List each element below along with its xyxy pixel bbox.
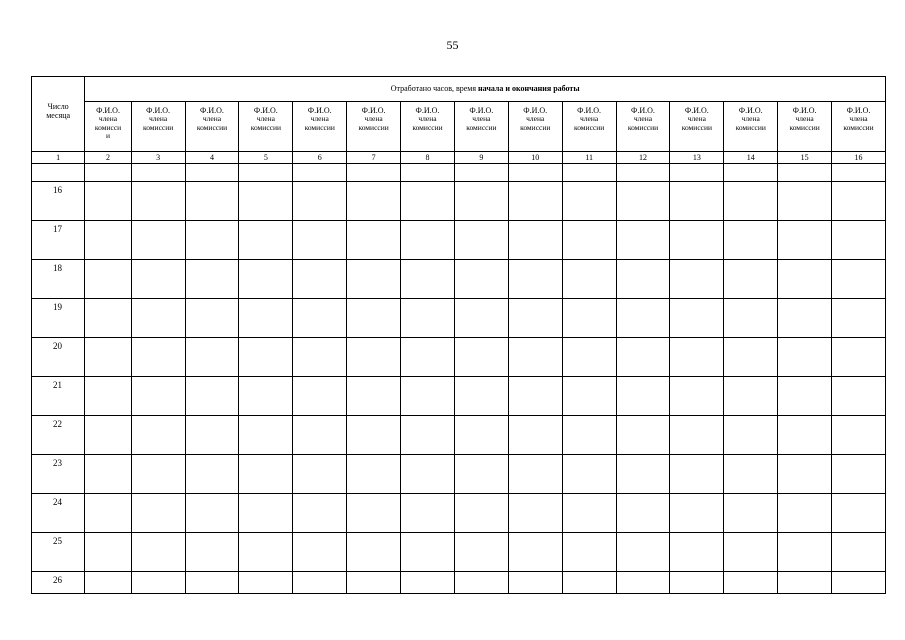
table-row bbox=[32, 377, 886, 416]
hours-cell[interactable] bbox=[131, 182, 185, 221]
hours-cell[interactable] bbox=[293, 182, 347, 221]
hours-cell[interactable] bbox=[454, 182, 508, 221]
member-header-line: Ф.И.О. bbox=[361, 106, 386, 115]
hours-cell[interactable] bbox=[508, 299, 562, 338]
member-header-line: члена bbox=[149, 114, 168, 124]
member-column-header bbox=[832, 102, 886, 152]
day-number: 23 bbox=[32, 455, 85, 494]
member-column-header bbox=[239, 102, 293, 152]
member-column-header bbox=[454, 102, 508, 152]
hours-cell[interactable] bbox=[185, 221, 239, 260]
hours-cell[interactable] bbox=[562, 533, 616, 572]
hours-cell[interactable] bbox=[670, 494, 724, 533]
member-header-line: комиссии bbox=[358, 122, 389, 132]
member-column-header bbox=[562, 102, 616, 152]
empty-cell[interactable] bbox=[724, 164, 778, 182]
hours-cell[interactable] bbox=[562, 416, 616, 455]
hours-cell[interactable] bbox=[347, 416, 401, 455]
table-row bbox=[32, 533, 886, 572]
hours-cell[interactable] bbox=[85, 572, 131, 594]
hours-cell[interactable] bbox=[185, 533, 239, 572]
hours-cell[interactable] bbox=[293, 299, 347, 338]
empty-cell[interactable] bbox=[778, 164, 832, 182]
hours-cell[interactable] bbox=[239, 416, 293, 455]
empty-cell[interactable] bbox=[239, 164, 293, 182]
member-header-line: комиссии bbox=[520, 122, 551, 132]
hours-cell[interactable] bbox=[185, 494, 239, 533]
hours-cell[interactable] bbox=[131, 377, 185, 416]
column-number: 11 bbox=[562, 152, 616, 164]
member-header-line: члена bbox=[633, 114, 653, 124]
empty-cell[interactable] bbox=[185, 164, 239, 182]
member-header-line: комиссии bbox=[304, 122, 335, 132]
empty-cell[interactable] bbox=[562, 164, 616, 182]
hours-cell[interactable] bbox=[562, 260, 616, 299]
day-number: 16 bbox=[32, 182, 85, 221]
member-header-line: члена bbox=[849, 114, 868, 124]
hours-cell[interactable] bbox=[832, 533, 886, 572]
member-column-header bbox=[778, 102, 832, 152]
hours-cell[interactable] bbox=[85, 377, 131, 416]
hours-cell[interactable] bbox=[616, 221, 670, 260]
hours-cell[interactable] bbox=[832, 572, 886, 594]
hours-cell[interactable] bbox=[616, 494, 670, 533]
hours-cell[interactable] bbox=[401, 416, 455, 455]
hours-cell[interactable] bbox=[724, 182, 778, 221]
hours-cell[interactable] bbox=[454, 377, 508, 416]
table-row bbox=[32, 260, 886, 299]
member-header-line: члена bbox=[687, 114, 706, 124]
hours-cell[interactable] bbox=[778, 533, 832, 572]
hours-cell[interactable] bbox=[293, 377, 347, 416]
empty-cell[interactable] bbox=[832, 164, 886, 182]
column-number: 12 bbox=[616, 152, 670, 164]
hours-cell[interactable] bbox=[401, 572, 455, 594]
member-header-line: Ф.И.О. bbox=[631, 106, 655, 115]
hours-cell[interactable] bbox=[832, 455, 886, 494]
member-header-line: Ф.И.О. bbox=[415, 106, 440, 115]
member-header-line: члена bbox=[202, 114, 222, 124]
hours-cell[interactable] bbox=[508, 221, 562, 260]
hours-cell[interactable] bbox=[724, 338, 778, 377]
page-number: 55 bbox=[446, 38, 459, 52]
hours-cell[interactable] bbox=[85, 494, 131, 533]
hours-cell[interactable] bbox=[562, 221, 616, 260]
hours-cell[interactable] bbox=[185, 377, 239, 416]
hours-cell[interactable] bbox=[562, 338, 616, 377]
hours-cell[interactable] bbox=[239, 221, 293, 260]
hours-header-text: Отработано часов, время bbox=[390, 84, 479, 94]
column-number: 6 bbox=[293, 152, 347, 164]
hours-cell[interactable] bbox=[508, 533, 562, 572]
hours-cell[interactable] bbox=[347, 455, 401, 494]
empty-cell[interactable] bbox=[508, 164, 562, 182]
member-header-line: Ф.И.О. bbox=[738, 106, 763, 115]
hours-cell[interactable] bbox=[562, 299, 616, 338]
hours-cell[interactable] bbox=[131, 533, 185, 572]
table-row bbox=[32, 338, 886, 377]
day-number: 17 bbox=[32, 221, 85, 260]
hours-cell[interactable] bbox=[347, 533, 401, 572]
hours-cell[interactable] bbox=[131, 572, 185, 594]
hours-cell[interactable] bbox=[347, 182, 401, 221]
member-header-line: члена bbox=[418, 114, 437, 124]
table-row bbox=[32, 455, 886, 494]
hours-cell[interactable] bbox=[508, 260, 562, 299]
hours-cell[interactable] bbox=[670, 377, 724, 416]
day-number: 18 bbox=[32, 260, 85, 299]
hours-cell[interactable] bbox=[778, 494, 832, 533]
hours-cell[interactable] bbox=[778, 455, 832, 494]
hours-cell[interactable] bbox=[454, 260, 508, 299]
hours-cell[interactable] bbox=[85, 338, 131, 377]
member-header-line: члена bbox=[526, 114, 545, 124]
hours-cell[interactable] bbox=[454, 494, 508, 533]
hours-cell[interactable] bbox=[616, 377, 670, 416]
hours-cell[interactable] bbox=[778, 338, 832, 377]
hours-cell[interactable] bbox=[293, 260, 347, 299]
hours-cell[interactable] bbox=[85, 182, 131, 221]
hours-cell[interactable] bbox=[185, 572, 239, 594]
day-number: 20 bbox=[32, 338, 85, 377]
hours-cell[interactable] bbox=[832, 377, 886, 416]
member-header-line: Ф.И.О. bbox=[200, 106, 224, 115]
member-column-header bbox=[401, 102, 455, 152]
member-header-line: комисси bbox=[94, 122, 122, 132]
member-header-line: Ф.И.О. bbox=[146, 106, 171, 115]
member-header-line: комиссии bbox=[627, 122, 659, 132]
member-column-header bbox=[724, 102, 778, 152]
member-header-line: комиссии bbox=[735, 122, 766, 132]
hours-cell[interactable] bbox=[724, 221, 778, 260]
hours-cell[interactable] bbox=[185, 416, 239, 455]
member-header-line: Ф.И.О. bbox=[307, 106, 332, 115]
hours-cell[interactable] bbox=[616, 416, 670, 455]
hours-cell[interactable] bbox=[131, 455, 185, 494]
hours-cell[interactable] bbox=[832, 260, 886, 299]
hours-cell[interactable] bbox=[185, 338, 239, 377]
hours-cell[interactable] bbox=[724, 572, 778, 594]
hours-cell[interactable] bbox=[832, 416, 886, 455]
hours-cell[interactable] bbox=[85, 260, 131, 299]
hours-cell[interactable] bbox=[778, 260, 832, 299]
hours-cell[interactable] bbox=[724, 494, 778, 533]
column-number: 5 bbox=[239, 152, 293, 164]
hours-cell[interactable] bbox=[454, 455, 508, 494]
empty-cell[interactable] bbox=[85, 164, 131, 182]
column-number: 9 bbox=[454, 152, 508, 164]
hours-cell[interactable] bbox=[293, 455, 347, 494]
member-header-line: комиссии bbox=[412, 122, 443, 132]
empty-cell[interactable] bbox=[347, 164, 401, 182]
day-number: 21 bbox=[32, 377, 85, 416]
hours-cell[interactable] bbox=[670, 533, 724, 572]
hours-cell[interactable] bbox=[454, 572, 508, 594]
hours-cell[interactable] bbox=[347, 299, 401, 338]
column-number: 13 bbox=[670, 152, 724, 164]
attendance-table bbox=[31, 76, 886, 594]
hours-cell[interactable] bbox=[832, 182, 886, 221]
member-header-line: члена bbox=[364, 114, 383, 124]
day-number: 26 bbox=[32, 572, 85, 594]
hours-cell[interactable] bbox=[239, 377, 293, 416]
member-header-line: Ф.И.О. bbox=[523, 106, 548, 115]
hours-cell[interactable] bbox=[185, 182, 239, 221]
column-number: 8 bbox=[401, 152, 455, 164]
day-number: 19 bbox=[32, 299, 85, 338]
hours-cell[interactable] bbox=[616, 338, 670, 377]
member-header-line: комиссии bbox=[196, 122, 228, 132]
hours-cell[interactable] bbox=[562, 455, 616, 494]
member-header-line: Ф.И.О. bbox=[792, 106, 817, 115]
column-number: 16 bbox=[832, 152, 886, 164]
table-row bbox=[32, 221, 886, 260]
day-number: 24 bbox=[32, 494, 85, 533]
hours-cell[interactable] bbox=[239, 182, 293, 221]
table-row bbox=[32, 182, 886, 221]
hours-cell[interactable] bbox=[778, 416, 832, 455]
hours-worked-header bbox=[85, 77, 886, 102]
member-header-line: члена bbox=[741, 114, 760, 124]
member-header-line: Ф.И.О. bbox=[684, 106, 709, 115]
hours-cell[interactable] bbox=[832, 299, 886, 338]
member-header-line: члена bbox=[310, 114, 329, 124]
hours-cell[interactable] bbox=[724, 416, 778, 455]
member-header-line: комиссии bbox=[466, 122, 497, 132]
hours-cell[interactable] bbox=[616, 572, 670, 594]
member-header-line: комиссии bbox=[681, 122, 713, 132]
hours-cell[interactable] bbox=[454, 533, 508, 572]
hours-cell[interactable] bbox=[293, 533, 347, 572]
column-number: 15 bbox=[778, 152, 832, 164]
day-header-line-2: месяца bbox=[46, 111, 71, 121]
empty-cell[interactable] bbox=[293, 164, 347, 182]
hours-cell[interactable] bbox=[293, 338, 347, 377]
table-row bbox=[32, 494, 886, 533]
hours-cell[interactable] bbox=[562, 377, 616, 416]
member-column-header bbox=[131, 102, 185, 152]
member-column-header bbox=[293, 102, 347, 152]
hours-cell[interactable] bbox=[454, 338, 508, 377]
hours-cell[interactable] bbox=[562, 494, 616, 533]
hours-cell[interactable] bbox=[616, 260, 670, 299]
day-number: 25 bbox=[32, 533, 85, 572]
hours-cell[interactable] bbox=[85, 416, 131, 455]
hours-cell[interactable] bbox=[670, 182, 724, 221]
column-number: 10 bbox=[508, 152, 562, 164]
member-column-header bbox=[670, 102, 724, 152]
empty-cell[interactable] bbox=[454, 164, 508, 182]
table-row bbox=[32, 572, 886, 594]
hours-cell[interactable] bbox=[670, 416, 724, 455]
hours-cell[interactable] bbox=[131, 260, 185, 299]
table-row bbox=[32, 416, 886, 455]
hours-cell[interactable] bbox=[724, 299, 778, 338]
hours-cell[interactable] bbox=[670, 221, 724, 260]
member-header-line: члена bbox=[98, 114, 118, 124]
hours-cell[interactable] bbox=[724, 455, 778, 494]
hours-cell[interactable] bbox=[724, 377, 778, 416]
hours-cell[interactable] bbox=[401, 494, 455, 533]
hours-cell[interactable] bbox=[347, 221, 401, 260]
hours-cell[interactable] bbox=[778, 182, 832, 221]
hours-cell[interactable] bbox=[401, 182, 455, 221]
empty-cell[interactable] bbox=[401, 164, 455, 182]
member-header-line: комиссии bbox=[843, 122, 874, 132]
hours-cell[interactable] bbox=[508, 416, 562, 455]
member-header-line: комиссии bbox=[142, 122, 174, 132]
hours-cell[interactable] bbox=[508, 455, 562, 494]
hours-cell[interactable] bbox=[832, 221, 886, 260]
hours-cell[interactable] bbox=[616, 182, 670, 221]
hours-cell[interactable] bbox=[293, 221, 347, 260]
hours-cell[interactable] bbox=[293, 494, 347, 533]
day-number: 22 bbox=[32, 416, 85, 455]
hours-cell[interactable] bbox=[508, 572, 562, 594]
hours-header-bold-text: начала и окончания работы bbox=[478, 84, 580, 94]
member-header-line: Ф.И.О. bbox=[469, 106, 494, 115]
day-header-line-1: Число bbox=[47, 102, 69, 111]
hours-cell[interactable] bbox=[616, 299, 670, 338]
hours-cell[interactable] bbox=[239, 299, 293, 338]
hours-cell[interactable] bbox=[508, 377, 562, 416]
member-header-line: Ф.И.О. bbox=[96, 106, 120, 115]
hours-cell[interactable] bbox=[832, 338, 886, 377]
hours-cell[interactable] bbox=[239, 260, 293, 299]
hours-cell[interactable] bbox=[778, 572, 832, 594]
hours-cell[interactable] bbox=[724, 260, 778, 299]
hours-cell[interactable] bbox=[347, 494, 401, 533]
hours-cell[interactable] bbox=[454, 221, 508, 260]
hours-cell[interactable] bbox=[616, 533, 670, 572]
hours-cell[interactable] bbox=[401, 299, 455, 338]
member-column-header bbox=[616, 102, 670, 152]
hours-cell[interactable] bbox=[778, 299, 832, 338]
hours-cell[interactable] bbox=[347, 260, 401, 299]
hours-cell[interactable] bbox=[131, 221, 185, 260]
member-header-line: члена bbox=[795, 114, 814, 124]
hours-cell[interactable] bbox=[185, 260, 239, 299]
hours-cell[interactable] bbox=[401, 338, 455, 377]
hours-cell[interactable] bbox=[85, 299, 131, 338]
hours-cell[interactable] bbox=[778, 221, 832, 260]
hours-cell[interactable] bbox=[508, 494, 562, 533]
hours-cell[interactable] bbox=[131, 494, 185, 533]
hours-cell[interactable] bbox=[293, 416, 347, 455]
hours-cell[interactable] bbox=[401, 377, 455, 416]
column-number: 14 bbox=[724, 152, 778, 164]
day-of-month-header bbox=[32, 77, 85, 152]
hours-cell[interactable] bbox=[724, 533, 778, 572]
hours-cell[interactable] bbox=[185, 299, 239, 338]
member-header-line: Ф.И.О. bbox=[253, 106, 278, 115]
hours-cell[interactable] bbox=[508, 182, 562, 221]
hours-cell[interactable] bbox=[562, 182, 616, 221]
hours-cell[interactable] bbox=[239, 455, 293, 494]
hours-cell[interactable] bbox=[670, 260, 724, 299]
hours-cell[interactable] bbox=[185, 455, 239, 494]
member-header-line: члена bbox=[580, 114, 599, 124]
hours-cell[interactable] bbox=[85, 221, 131, 260]
hours-cell[interactable] bbox=[401, 455, 455, 494]
column-number: 7 bbox=[347, 152, 401, 164]
table-row bbox=[32, 299, 886, 338]
hours-cell[interactable] bbox=[832, 494, 886, 533]
hours-cell[interactable] bbox=[347, 338, 401, 377]
hours-cell[interactable] bbox=[508, 338, 562, 377]
hours-cell[interactable] bbox=[670, 338, 724, 377]
member-column-header bbox=[85, 102, 131, 152]
empty-cell[interactable] bbox=[670, 164, 724, 182]
member-header-line: комиссии bbox=[789, 122, 820, 132]
hours-cell[interactable] bbox=[401, 221, 455, 260]
member-header-line: Ф.И.О. bbox=[577, 106, 602, 115]
hours-cell[interactable] bbox=[239, 494, 293, 533]
hours-cell[interactable] bbox=[347, 377, 401, 416]
hours-cell[interactable] bbox=[85, 533, 131, 572]
member-column-header bbox=[508, 102, 562, 152]
hours-cell[interactable] bbox=[616, 455, 670, 494]
column-number: 2 bbox=[85, 152, 131, 164]
hours-cell[interactable] bbox=[454, 416, 508, 455]
hours-cell[interactable] bbox=[778, 377, 832, 416]
hours-cell[interactable] bbox=[239, 572, 293, 594]
hours-cell[interactable] bbox=[131, 299, 185, 338]
hours-cell[interactable] bbox=[131, 416, 185, 455]
hours-cell[interactable] bbox=[401, 533, 455, 572]
hours-cell[interactable] bbox=[670, 455, 724, 494]
member-column-header bbox=[347, 102, 401, 152]
hours-cell[interactable] bbox=[85, 455, 131, 494]
member-column-header bbox=[185, 102, 239, 152]
hours-cell[interactable] bbox=[239, 533, 293, 572]
hours-cell[interactable] bbox=[562, 572, 616, 594]
hours-cell[interactable] bbox=[401, 260, 455, 299]
hours-cell[interactable] bbox=[454, 299, 508, 338]
hours-cell[interactable] bbox=[347, 572, 401, 594]
member-header-line: Ф.И.О. bbox=[846, 106, 871, 115]
member-header-line: комиссии bbox=[250, 122, 282, 132]
member-header-line: члена bbox=[256, 114, 275, 124]
column-number: 1 bbox=[32, 152, 85, 164]
hours-cell[interactable] bbox=[131, 338, 185, 377]
column-number: 4 bbox=[185, 152, 239, 164]
hours-cell[interactable] bbox=[670, 299, 724, 338]
hours-cell[interactable] bbox=[293, 572, 347, 594]
column-number: 3 bbox=[131, 152, 185, 164]
hours-cell[interactable] bbox=[239, 338, 293, 377]
empty-cell[interactable] bbox=[131, 164, 185, 182]
empty-cell[interactable] bbox=[32, 164, 85, 182]
hours-cell[interactable] bbox=[670, 572, 724, 594]
member-header-line: комиссии bbox=[573, 122, 605, 132]
empty-cell[interactable] bbox=[616, 164, 670, 182]
member-header-line: и bbox=[106, 131, 111, 141]
member-header-line: члена bbox=[472, 114, 491, 124]
